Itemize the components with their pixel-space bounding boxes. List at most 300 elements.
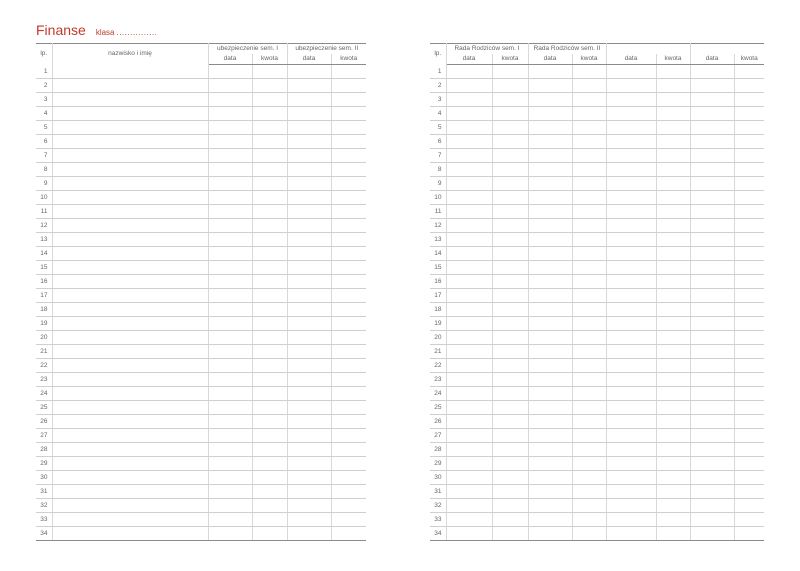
entry-cell[interactable] — [331, 401, 366, 415]
entry-cell[interactable] — [528, 345, 572, 359]
entry-cell[interactable] — [287, 527, 331, 541]
entry-cell[interactable] — [572, 149, 606, 163]
entry-cell[interactable] — [252, 331, 287, 345]
entry-cell[interactable] — [208, 331, 252, 345]
entry-cell[interactable] — [446, 471, 492, 485]
entry-cell[interactable] — [572, 107, 606, 121]
entry-cell[interactable] — [446, 219, 492, 233]
entry-cell[interactable] — [52, 191, 208, 205]
entry-cell[interactable] — [287, 79, 331, 93]
entry-cell[interactable] — [528, 107, 572, 121]
entry-cell[interactable] — [208, 289, 252, 303]
entry-cell[interactable] — [606, 135, 656, 149]
entry-cell[interactable] — [252, 303, 287, 317]
entry-cell[interactable] — [690, 317, 734, 331]
entry-cell[interactable] — [606, 149, 656, 163]
entry-cell[interactable] — [331, 415, 366, 429]
entry-cell[interactable] — [572, 527, 606, 541]
entry-cell[interactable] — [446, 163, 492, 177]
entry-cell[interactable] — [446, 345, 492, 359]
entry-cell[interactable] — [528, 359, 572, 373]
entry-cell[interactable] — [572, 121, 606, 135]
entry-cell[interactable] — [287, 387, 331, 401]
entry-cell[interactable] — [690, 177, 734, 191]
entry-cell[interactable] — [606, 121, 656, 135]
entry-cell[interactable] — [528, 65, 572, 79]
entry-cell[interactable] — [734, 247, 764, 261]
entry-cell[interactable] — [528, 443, 572, 457]
entry-cell[interactable] — [446, 65, 492, 79]
entry-cell[interactable] — [492, 289, 528, 303]
entry-cell[interactable] — [656, 163, 690, 177]
entry-cell[interactable] — [492, 163, 528, 177]
entry-cell[interactable] — [572, 303, 606, 317]
entry-cell[interactable] — [208, 471, 252, 485]
entry-cell[interactable] — [528, 471, 572, 485]
entry-cell[interactable] — [208, 261, 252, 275]
entry-cell[interactable] — [492, 345, 528, 359]
entry-cell[interactable] — [52, 457, 208, 471]
entry-cell[interactable] — [208, 401, 252, 415]
entry-cell[interactable] — [446, 289, 492, 303]
entry-cell[interactable] — [734, 205, 764, 219]
entry-cell[interactable] — [446, 135, 492, 149]
entry-cell[interactable] — [252, 275, 287, 289]
entry-cell[interactable] — [287, 457, 331, 471]
entry-cell[interactable] — [52, 401, 208, 415]
entry-cell[interactable] — [252, 527, 287, 541]
entry-cell[interactable] — [446, 457, 492, 471]
entry-cell[interactable] — [446, 205, 492, 219]
entry-cell[interactable] — [690, 527, 734, 541]
entry-cell[interactable] — [331, 247, 366, 261]
entry-cell[interactable] — [52, 289, 208, 303]
entry-cell[interactable] — [252, 107, 287, 121]
entry-cell[interactable] — [528, 205, 572, 219]
entry-cell[interactable] — [528, 373, 572, 387]
entry-cell[interactable] — [690, 65, 734, 79]
entry-cell[interactable] — [287, 359, 331, 373]
entry-cell[interactable] — [252, 345, 287, 359]
entry-cell[interactable] — [492, 317, 528, 331]
entry-cell[interactable] — [572, 485, 606, 499]
entry-cell[interactable] — [656, 65, 690, 79]
entry-cell[interactable] — [331, 275, 366, 289]
entry-cell[interactable] — [446, 387, 492, 401]
entry-cell[interactable] — [572, 345, 606, 359]
entry-cell[interactable] — [446, 149, 492, 163]
entry-cell[interactable] — [52, 79, 208, 93]
entry-cell[interactable] — [656, 345, 690, 359]
entry-cell[interactable] — [492, 401, 528, 415]
entry-cell[interactable] — [52, 107, 208, 121]
entry-cell[interactable] — [252, 401, 287, 415]
entry-cell[interactable] — [656, 121, 690, 135]
entry-cell[interactable] — [331, 359, 366, 373]
entry-cell[interactable] — [572, 65, 606, 79]
entry-cell[interactable] — [52, 485, 208, 499]
entry-cell[interactable] — [252, 233, 287, 247]
entry-cell[interactable] — [52, 527, 208, 541]
entry-cell[interactable] — [446, 513, 492, 527]
entry-cell[interactable] — [572, 275, 606, 289]
entry-cell[interactable] — [252, 247, 287, 261]
entry-cell[interactable] — [656, 429, 690, 443]
entry-cell[interactable] — [492, 387, 528, 401]
entry-cell[interactable] — [446, 79, 492, 93]
entry-cell[interactable] — [734, 373, 764, 387]
entry-cell[interactable] — [606, 93, 656, 107]
entry-cell[interactable] — [287, 499, 331, 513]
entry-cell[interactable] — [656, 443, 690, 457]
entry-cell[interactable] — [446, 93, 492, 107]
entry-cell[interactable] — [606, 527, 656, 541]
entry-cell[interactable] — [52, 317, 208, 331]
entry-cell[interactable] — [492, 191, 528, 205]
entry-cell[interactable] — [606, 65, 656, 79]
entry-cell[interactable] — [492, 247, 528, 261]
entry-cell[interactable] — [287, 401, 331, 415]
entry-cell[interactable] — [287, 471, 331, 485]
entry-cell[interactable] — [734, 65, 764, 79]
entry-cell[interactable] — [656, 415, 690, 429]
entry-cell[interactable] — [606, 191, 656, 205]
entry-cell[interactable] — [331, 93, 366, 107]
entry-cell[interactable] — [252, 163, 287, 177]
entry-cell[interactable] — [287, 373, 331, 387]
entry-cell[interactable] — [656, 485, 690, 499]
entry-cell[interactable] — [656, 499, 690, 513]
entry-cell[interactable] — [656, 135, 690, 149]
entry-cell[interactable] — [734, 275, 764, 289]
entry-cell[interactable] — [331, 107, 366, 121]
entry-cell[interactable] — [572, 261, 606, 275]
entry-cell[interactable] — [606, 331, 656, 345]
entry-cell[interactable] — [446, 359, 492, 373]
entry-cell[interactable] — [331, 163, 366, 177]
entry-cell[interactable] — [528, 149, 572, 163]
entry-cell[interactable] — [492, 499, 528, 513]
entry-cell[interactable] — [331, 121, 366, 135]
entry-cell[interactable] — [208, 247, 252, 261]
entry-cell[interactable] — [331, 527, 366, 541]
entry-cell[interactable] — [528, 303, 572, 317]
entry-cell[interactable] — [331, 443, 366, 457]
entry-cell[interactable] — [52, 177, 208, 191]
entry-cell[interactable] — [287, 303, 331, 317]
entry-cell[interactable] — [252, 205, 287, 219]
entry-cell[interactable] — [492, 527, 528, 541]
entry-cell[interactable] — [528, 233, 572, 247]
entry-cell[interactable] — [446, 233, 492, 247]
entry-cell[interactable] — [606, 415, 656, 429]
entry-cell[interactable] — [734, 303, 764, 317]
entry-cell[interactable] — [606, 317, 656, 331]
entry-cell[interactable] — [690, 415, 734, 429]
entry-cell[interactable] — [606, 107, 656, 121]
entry-cell[interactable] — [446, 317, 492, 331]
entry-cell[interactable] — [331, 471, 366, 485]
entry-cell[interactable] — [572, 317, 606, 331]
entry-cell[interactable] — [734, 359, 764, 373]
entry-cell[interactable] — [572, 359, 606, 373]
entry-cell[interactable] — [690, 205, 734, 219]
entry-cell[interactable] — [528, 219, 572, 233]
entry-cell[interactable] — [52, 513, 208, 527]
entry-cell[interactable] — [734, 331, 764, 345]
entry-cell[interactable] — [656, 331, 690, 345]
entry-cell[interactable] — [52, 121, 208, 135]
entry-cell[interactable] — [208, 275, 252, 289]
entry-cell[interactable] — [331, 149, 366, 163]
entry-cell[interactable] — [572, 177, 606, 191]
entry-cell[interactable] — [606, 79, 656, 93]
entry-cell[interactable] — [656, 275, 690, 289]
entry-cell[interactable] — [331, 457, 366, 471]
entry-cell[interactable] — [690, 261, 734, 275]
entry-cell[interactable] — [252, 65, 287, 79]
entry-cell[interactable] — [331, 233, 366, 247]
entry-cell[interactable] — [572, 163, 606, 177]
entry-cell[interactable] — [572, 191, 606, 205]
entry-cell[interactable] — [734, 121, 764, 135]
entry-cell[interactable] — [528, 387, 572, 401]
entry-cell[interactable] — [606, 205, 656, 219]
entry-cell[interactable] — [690, 219, 734, 233]
entry-cell[interactable] — [252, 191, 287, 205]
entry-cell[interactable] — [656, 401, 690, 415]
entry-cell[interactable] — [656, 457, 690, 471]
entry-cell[interactable] — [208, 359, 252, 373]
entry-cell[interactable] — [208, 177, 252, 191]
entry-cell[interactable] — [606, 247, 656, 261]
entry-cell[interactable] — [446, 429, 492, 443]
entry-cell[interactable] — [331, 513, 366, 527]
entry-cell[interactable] — [690, 275, 734, 289]
entry-cell[interactable] — [690, 331, 734, 345]
entry-cell[interactable] — [331, 303, 366, 317]
entry-cell[interactable] — [734, 499, 764, 513]
entry-cell[interactable] — [656, 205, 690, 219]
entry-cell[interactable] — [287, 177, 331, 191]
entry-cell[interactable] — [572, 429, 606, 443]
entry-cell[interactable] — [252, 149, 287, 163]
entry-cell[interactable] — [52, 443, 208, 457]
entry-cell[interactable] — [287, 191, 331, 205]
entry-cell[interactable] — [606, 429, 656, 443]
entry-cell[interactable] — [734, 317, 764, 331]
entry-cell[interactable] — [734, 345, 764, 359]
entry-cell[interactable] — [492, 471, 528, 485]
entry-cell[interactable] — [252, 373, 287, 387]
entry-cell[interactable] — [528, 275, 572, 289]
entry-cell[interactable] — [287, 121, 331, 135]
entry-cell[interactable] — [287, 107, 331, 121]
entry-cell[interactable] — [572, 387, 606, 401]
entry-cell[interactable] — [690, 359, 734, 373]
entry-cell[interactable] — [252, 289, 287, 303]
entry-cell[interactable] — [528, 247, 572, 261]
entry-cell[interactable] — [287, 247, 331, 261]
entry-cell[interactable] — [690, 93, 734, 107]
entry-cell[interactable] — [528, 499, 572, 513]
entry-cell[interactable] — [446, 415, 492, 429]
entry-cell[interactable] — [606, 387, 656, 401]
entry-cell[interactable] — [52, 149, 208, 163]
entry-cell[interactable] — [690, 247, 734, 261]
entry-cell[interactable] — [287, 429, 331, 443]
entry-cell[interactable] — [690, 289, 734, 303]
entry-cell[interactable] — [690, 135, 734, 149]
entry-cell[interactable] — [208, 135, 252, 149]
entry-cell[interactable] — [492, 233, 528, 247]
entry-cell[interactable] — [287, 135, 331, 149]
entry-cell[interactable] — [690, 79, 734, 93]
entry-cell[interactable] — [208, 205, 252, 219]
entry-cell[interactable] — [690, 345, 734, 359]
entry-cell[interactable] — [572, 415, 606, 429]
entry-cell[interactable] — [492, 261, 528, 275]
entry-cell[interactable] — [446, 331, 492, 345]
entry-cell[interactable] — [331, 317, 366, 331]
entry-cell[interactable] — [252, 79, 287, 93]
entry-cell[interactable] — [656, 471, 690, 485]
entry-cell[interactable] — [656, 191, 690, 205]
entry-cell[interactable] — [52, 345, 208, 359]
entry-cell[interactable] — [606, 471, 656, 485]
entry-cell[interactable] — [52, 471, 208, 485]
entry-cell[interactable] — [287, 233, 331, 247]
entry-cell[interactable] — [606, 289, 656, 303]
entry-cell[interactable] — [331, 289, 366, 303]
entry-cell[interactable] — [492, 513, 528, 527]
entry-cell[interactable] — [52, 303, 208, 317]
entry-cell[interactable] — [252, 485, 287, 499]
entry-cell[interactable] — [734, 93, 764, 107]
entry-cell[interactable] — [52, 499, 208, 513]
entry-cell[interactable] — [572, 93, 606, 107]
entry-cell[interactable] — [492, 415, 528, 429]
entry-cell[interactable] — [606, 303, 656, 317]
entry-cell[interactable] — [656, 107, 690, 121]
entry-cell[interactable] — [287, 443, 331, 457]
entry-cell[interactable] — [252, 261, 287, 275]
entry-cell[interactable] — [528, 429, 572, 443]
entry-cell[interactable] — [52, 233, 208, 247]
entry-cell[interactable] — [446, 121, 492, 135]
entry-cell[interactable] — [492, 149, 528, 163]
entry-cell[interactable] — [690, 513, 734, 527]
entry-cell[interactable] — [287, 149, 331, 163]
entry-cell[interactable] — [572, 79, 606, 93]
entry-cell[interactable] — [52, 415, 208, 429]
entry-cell[interactable] — [331, 205, 366, 219]
entry-cell[interactable] — [734, 163, 764, 177]
entry-cell[interactable] — [52, 135, 208, 149]
entry-cell[interactable] — [492, 443, 528, 457]
entry-cell[interactable] — [208, 107, 252, 121]
entry-cell[interactable] — [528, 177, 572, 191]
entry-cell[interactable] — [446, 373, 492, 387]
entry-cell[interactable] — [492, 429, 528, 443]
entry-cell[interactable] — [331, 135, 366, 149]
entry-cell[interactable] — [287, 513, 331, 527]
entry-cell[interactable] — [606, 233, 656, 247]
entry-cell[interactable] — [606, 373, 656, 387]
entry-cell[interactable] — [690, 471, 734, 485]
entry-cell[interactable] — [287, 345, 331, 359]
entry-cell[interactable] — [446, 485, 492, 499]
entry-cell[interactable] — [252, 359, 287, 373]
entry-cell[interactable] — [287, 261, 331, 275]
entry-cell[interactable] — [690, 373, 734, 387]
entry-cell[interactable] — [252, 317, 287, 331]
entry-cell[interactable] — [252, 219, 287, 233]
entry-cell[interactable] — [690, 233, 734, 247]
entry-cell[interactable] — [492, 65, 528, 79]
entry-cell[interactable] — [252, 93, 287, 107]
entry-cell[interactable] — [446, 527, 492, 541]
entry-cell[interactable] — [252, 177, 287, 191]
entry-cell[interactable] — [208, 513, 252, 527]
entry-cell[interactable] — [656, 513, 690, 527]
entry-cell[interactable] — [52, 275, 208, 289]
entry-cell[interactable] — [690, 191, 734, 205]
entry-cell[interactable] — [252, 429, 287, 443]
entry-cell[interactable] — [734, 233, 764, 247]
entry-cell[interactable] — [446, 261, 492, 275]
entry-cell[interactable] — [572, 247, 606, 261]
entry-cell[interactable] — [690, 485, 734, 499]
entry-cell[interactable] — [252, 387, 287, 401]
entry-cell[interactable] — [690, 303, 734, 317]
entry-cell[interactable] — [492, 135, 528, 149]
entry-cell[interactable] — [208, 485, 252, 499]
entry-cell[interactable] — [492, 177, 528, 191]
entry-cell[interactable] — [572, 219, 606, 233]
entry-cell[interactable] — [52, 331, 208, 345]
entry-cell[interactable] — [734, 429, 764, 443]
entry-cell[interactable] — [52, 219, 208, 233]
entry-cell[interactable] — [572, 513, 606, 527]
entry-cell[interactable] — [528, 191, 572, 205]
entry-cell[interactable] — [208, 415, 252, 429]
entry-cell[interactable] — [606, 345, 656, 359]
entry-cell[interactable] — [572, 471, 606, 485]
entry-cell[interactable] — [606, 219, 656, 233]
entry-cell[interactable] — [606, 499, 656, 513]
entry-cell[interactable] — [446, 177, 492, 191]
entry-cell[interactable] — [572, 499, 606, 513]
entry-cell[interactable] — [528, 401, 572, 415]
entry-cell[interactable] — [656, 149, 690, 163]
entry-cell[interactable] — [208, 499, 252, 513]
entry-cell[interactable] — [734, 443, 764, 457]
entry-cell[interactable] — [690, 163, 734, 177]
entry-cell[interactable] — [606, 163, 656, 177]
entry-cell[interactable] — [252, 121, 287, 135]
entry-cell[interactable] — [52, 373, 208, 387]
entry-cell[interactable] — [208, 443, 252, 457]
entry-cell[interactable] — [287, 163, 331, 177]
entry-cell[interactable] — [572, 401, 606, 415]
entry-cell[interactable] — [734, 177, 764, 191]
entry-cell[interactable] — [252, 513, 287, 527]
entry-cell[interactable] — [528, 415, 572, 429]
entry-cell[interactable] — [734, 513, 764, 527]
entry-cell[interactable] — [331, 429, 366, 443]
entry-cell[interactable] — [492, 359, 528, 373]
